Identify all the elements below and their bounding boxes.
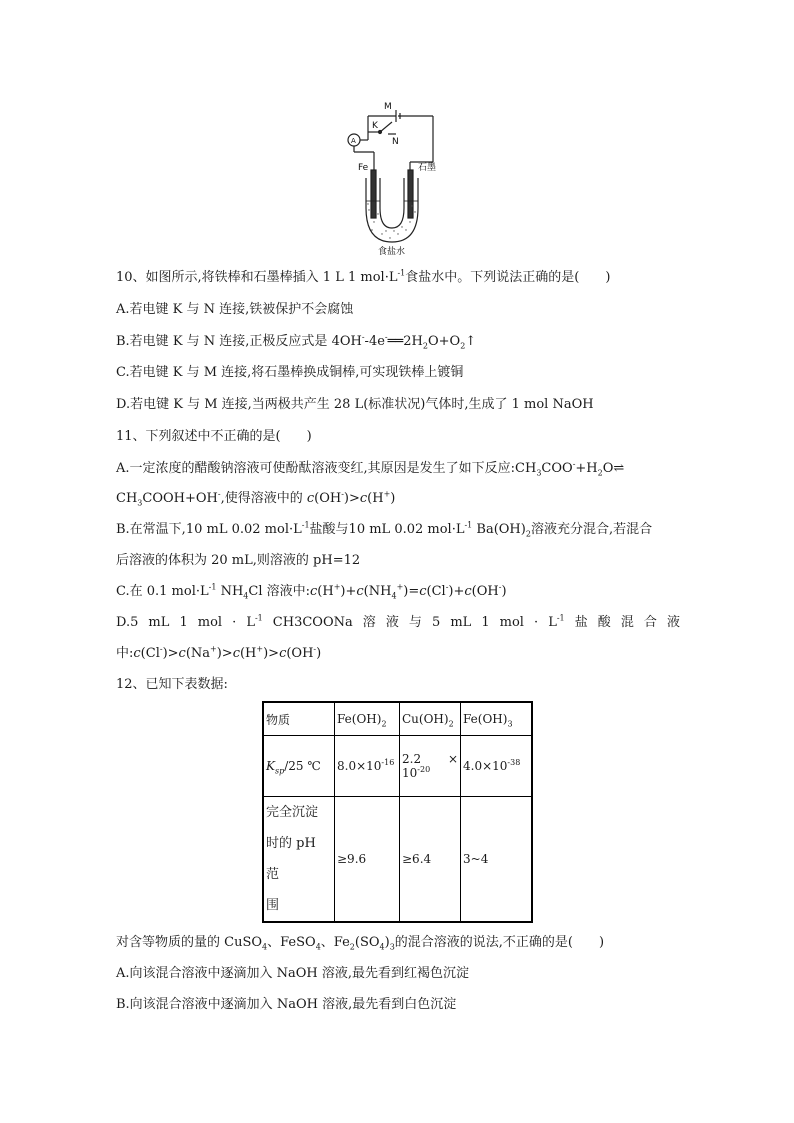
label-A: A (351, 137, 356, 145)
table-header-cuoh2: $Cu(OH)_2$ (400, 702, 461, 736)
q11-option-c: C.在 0.1 $mol\cdot L^{-1}$ $NH_4Cl$ 溶液中$:c(H^+)+c(NH_4^+)=c(Cl^-)+c(OH^-)$ (116, 582, 507, 601)
q11-option-a-line1: A.一定浓度的醋酸钠溶液可使酚酞溶液变红,其原因是发生了如下反应$:CH_3COO^-+H_2O\rightleftharpoons$ (116, 459, 625, 478)
label-M: M (384, 102, 392, 112)
table-header-feoh3: $Fe(OH)_3$ (461, 702, 533, 736)
q10-option-d: D.若电键 K 与 M 连接,当两极共产生 28 L(标准状况)气体时,生成了 1 mol NaOH (116, 397, 594, 412)
ph-feoh3: 3~4 (461, 797, 533, 923)
table-header-substance: 物质 (263, 702, 335, 736)
ph-cuoh2: ≥6.4 (400, 797, 461, 923)
electrolysis-diagram (338, 100, 448, 260)
label-N: N (392, 137, 399, 147)
ksp-label: $K_{sp}/25$ ℃ (263, 736, 335, 797)
label-Fe: Fe (358, 163, 369, 173)
ksp-feoh2: $8.0\times 10^{-16}$ (335, 736, 400, 797)
figure-caption: 食盐水 (378, 247, 406, 257)
table-row (263, 736, 532, 797)
ksp-cuoh2: 2.2 × $10^{-20}$ (400, 736, 461, 797)
q12-stem: 12、已知下表数据: (116, 677, 228, 692)
label-K: K (372, 121, 378, 131)
q11-stem: 11、下列叙述中不正确的是( ) (116, 429, 312, 444)
q12-option-b: B.向该混合溶液中逐滴加入 NaOH 溶液,最先看到白色沉淀 (116, 997, 457, 1012)
q10-option-c: C.若电键 K 与 M 连接,将石墨棒换成铜棒,可实现铁棒上镀铜 (116, 365, 464, 380)
table-row (263, 797, 532, 923)
q10-option-b: B.若电键 K 与 N 连接,正极反应式是 $4OH^--4e^-══2H_2O+O_2↑$ (116, 332, 477, 351)
table-header-feoh2: $Fe(OH)_2$ (335, 702, 400, 736)
label-graphite: 石墨 (418, 163, 437, 173)
ph-range-label: 完全沉淀 时的 pH 范 围 (263, 797, 335, 923)
q12-question: 对含等物质的量的 CuSO$_4$、FeSO$_4$、$Fe_2(SO_4)_3$的混合溶液的说法,不正确的是( ) (116, 935, 605, 952)
ph-feoh2: ≥9.6 (335, 797, 400, 923)
ksp-feoh3: $4.0\times 10^{-38}$ (461, 736, 533, 797)
q11-option-a-line2: $CH_3COOH+OH^-$,使得溶液中的 c(OH-)>c(H+) (116, 489, 396, 508)
q11-option-b-line2: 后溶液的体积为 20 mL,则溶液的 pH=12 (116, 553, 361, 568)
q11-option-d-line1: D.5 mL 1 mol · $L^{-1}$ CH3COONa 溶 液 与 5 mL 1 mol · $L^{-1}$ 盐 酸 混 合 液 (116, 613, 680, 630)
q11-option-d-line2: 中:c(Cl-)>c(Na+)>c(H+)>c(OH-) (116, 644, 322, 661)
q10-option-a: A.若电键 K 与 N 连接,铁被保护不会腐蚀 (116, 302, 354, 317)
ksp-table (262, 701, 533, 923)
q11-option-b-line1: B.在常温下,10 mL 0.02 $mol\cdot L^{-1}$盐酸与10 mL 0.02 $mol\cdot L^{-1}$ $Ba(OH)_2$溶液充分混合,若混合 (116, 520, 653, 539)
table-row (263, 702, 532, 736)
q10-stem: 10、如图所示,将铁棒和石墨棒插入 1 L 1 $mol\cdot L^{-1}$食盐水中。下列说法正确的是( ) (116, 268, 611, 285)
q12-option-a: A.向该混合溶液中逐滴加入 NaOH 溶液,最先看到红褐色沉淀 (116, 966, 470, 981)
